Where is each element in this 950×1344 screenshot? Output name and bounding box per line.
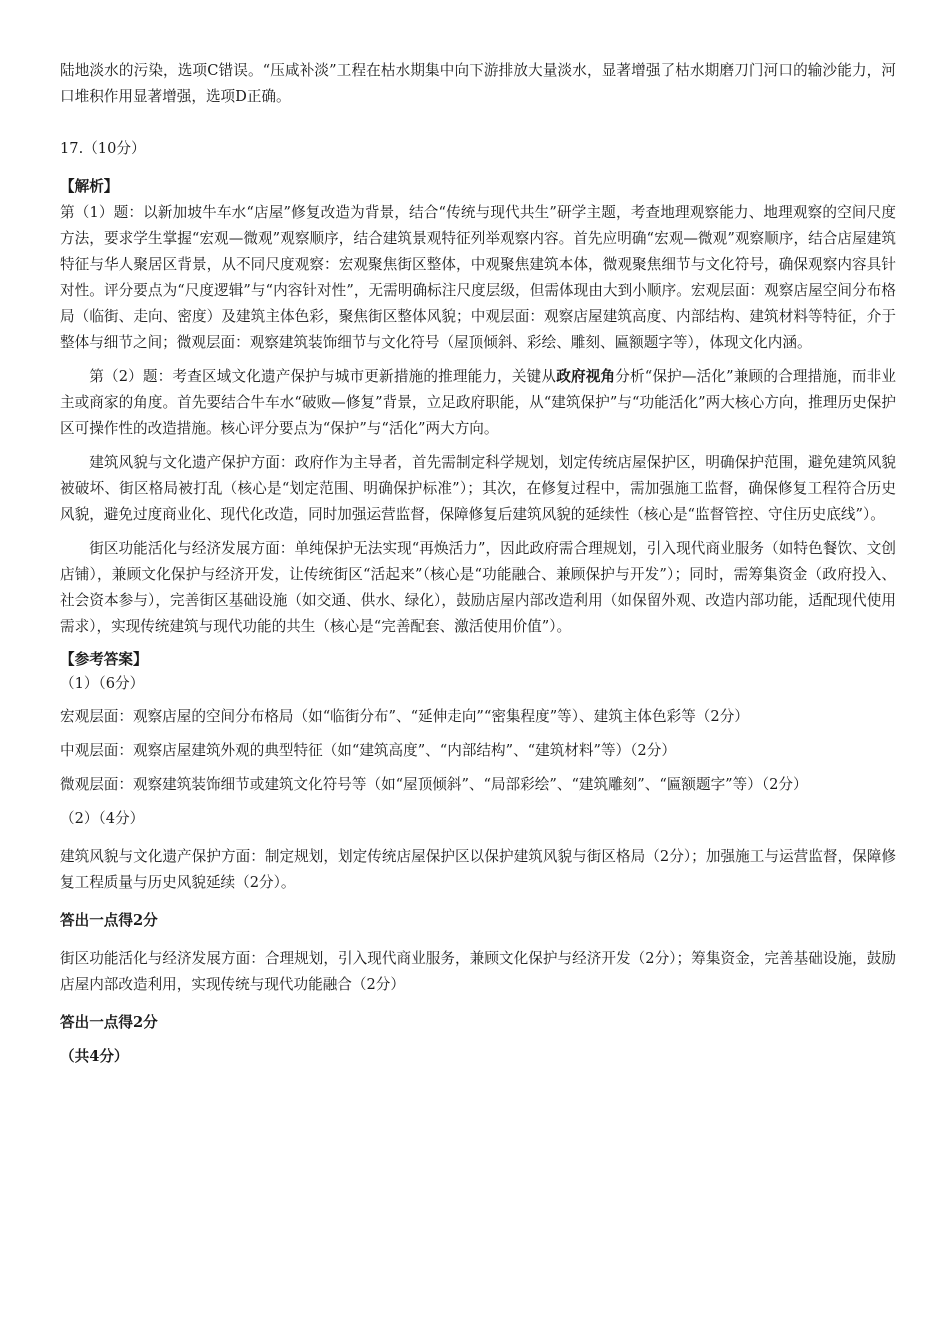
reference-answer-section [60,648,896,696]
answer-part1-heading: （1）（6分） [60,675,145,692]
answer-part2-heading: （2）（4分） [60,810,145,827]
answer-function-line: 街区功能活化与经济发展方面：合理规划，引入现代商业服务，兼顾文化保护与经济开发（2分）；筹集资金，完善基础设施，鼓励店屋内部改造利用，实现传统与现代功能融合（2分） [60,950,896,993]
scoring-rule-2: 答出一点得2分 [60,1014,158,1031]
scoring-rule-1: 答出一点得2分 [60,912,158,929]
document-page [60,58,896,1070]
analysis-heritage-paragraph: 建筑风貌与文化遗产保护方面：政府作为主导者，首先需制定科学规划，划定传统店屋保护区，明确保护范围，避免建筑风貌被破坏、街区格局被打乱（核心是“划定范围、明确保护标准”）；其次，在修复过程中，需加强施工监督，确保修复工程符合历史风貌，避免过度商业化、现代化改造，同时加强运营监督，保障修复后建筑风貌的延续性（核心是“监督管控、守住历史底线”）。 [60,454,896,523]
government-perspective-emphasis: 政府视角 [556,368,616,385]
question-heading: 17.（10分） [60,140,146,157]
analysis-q2-lead: 第（2）题：考查区域文化遗产保护与城市更新措施的推理能力，关键从 [89,368,557,385]
answer-micro-line: 微观层面：观察建筑装饰细节或建筑文化符号等（如“屋顶倾斜”、“局部彩绘”、“建筑雕刻”、“匾额题字”等）（2分） [60,776,808,793]
intro-paragraph: 陆地淡水的污染，选项C错误。“压咸补淡”工程在枯水期集中向下游排放大量淡水，显著增强了枯水期磨刀门河口的输沙能力，河口堆积作用显著增强，选项D正确。 [60,62,896,105]
analysis-function-paragraph: 街区功能活化与经济发展方面：单纯保护无法实现“再焕活力”，因此政府需合理规划，引入现代商业服务（如特色餐饮、文创店铺），兼顾文化保护与经济开发，让传统街区“活起来”（核心是“功能融合、兼顾保护与开发”）；同时，需筹集资金（政府投入、社会资本参与），完善街区基础设施（如交通、供水、绿化），鼓励店屋内部改造利用（如保留外观、改造内部功能，适配现代使用需求），实现传统建筑与现代功能的共生（核心是“完善配套、激活使用价值”）。 [60,540,896,635]
analysis-q2-rest: 分析“保护—活化”兼顾的合理措施，而非业主或商家的角度。首先要结合牛车水“破败—修复”背景，立足政府职能，从“建筑保护”与“功能活化”两大核心方向，推理历史保护区可操作性的改造措施。核心评分要点为“保护”与“活化”两大方向。 [60,368,896,437]
answer-heritage-line: 建筑风貌与文化遗产保护方面：制定规划，划定传统店屋保护区以保护建筑风貌与街区格局（2分）；加强施工与运营监督，保障修复工程质量与历史风貌延续（2分）。 [60,848,896,891]
total-score: （共4分） [60,1048,129,1065]
answer-meso-line: 中观层面：观察店屋建筑外观的典型特征（如“建筑高度”、“内部结构”、“建筑材料”等）（2分） [60,742,676,759]
analysis-q1-paragraph: 第（1）题：以新加坡牛车水“店屋”修复改造为背景，结合“传统与现代共生”研学主题，考查地理观察能力、地理观察的空间尺度方法，要求学生掌握“宏观—微观”观察顺序，结合建筑景观特征列举观察内容。首先应明确“宏观—微观”观察顺序，结合店屋建筑特征与华人聚居区背景，从不同尺度观察：宏观聚焦街区整体，中观聚焦建筑本体，微观聚焦细节与文化符号，确保观察内容具针对性。评分要点为“尺度逻辑”与“内容针对性”，无需明确标注尺度层级，但需体现由大到小顺序。宏观层面：观察店屋空间分布格局（临街、走向、密度）及建筑主体色彩，聚焦街区整体风貌；中观层面：观察店屋建筑高度、内部结构、建筑材料等特征，介于整体与细节之间；微观层面：观察建筑装饰细节与文化符号（屋顶倾斜、彩绘、雕刻、匾额题字等），体现文化内涵。 [60,204,896,351]
analysis-q2-paragraph [60,364,896,442]
answer-macro-line: 宏观层面：观察店屋的空间分布格局（如“临街分布”、“延伸走向”“密集程度”等）、建筑主体色彩等（2分） [60,708,749,725]
analysis-label: 【解析】 [60,178,119,195]
answer-label: 【参考答案】 [60,651,148,668]
